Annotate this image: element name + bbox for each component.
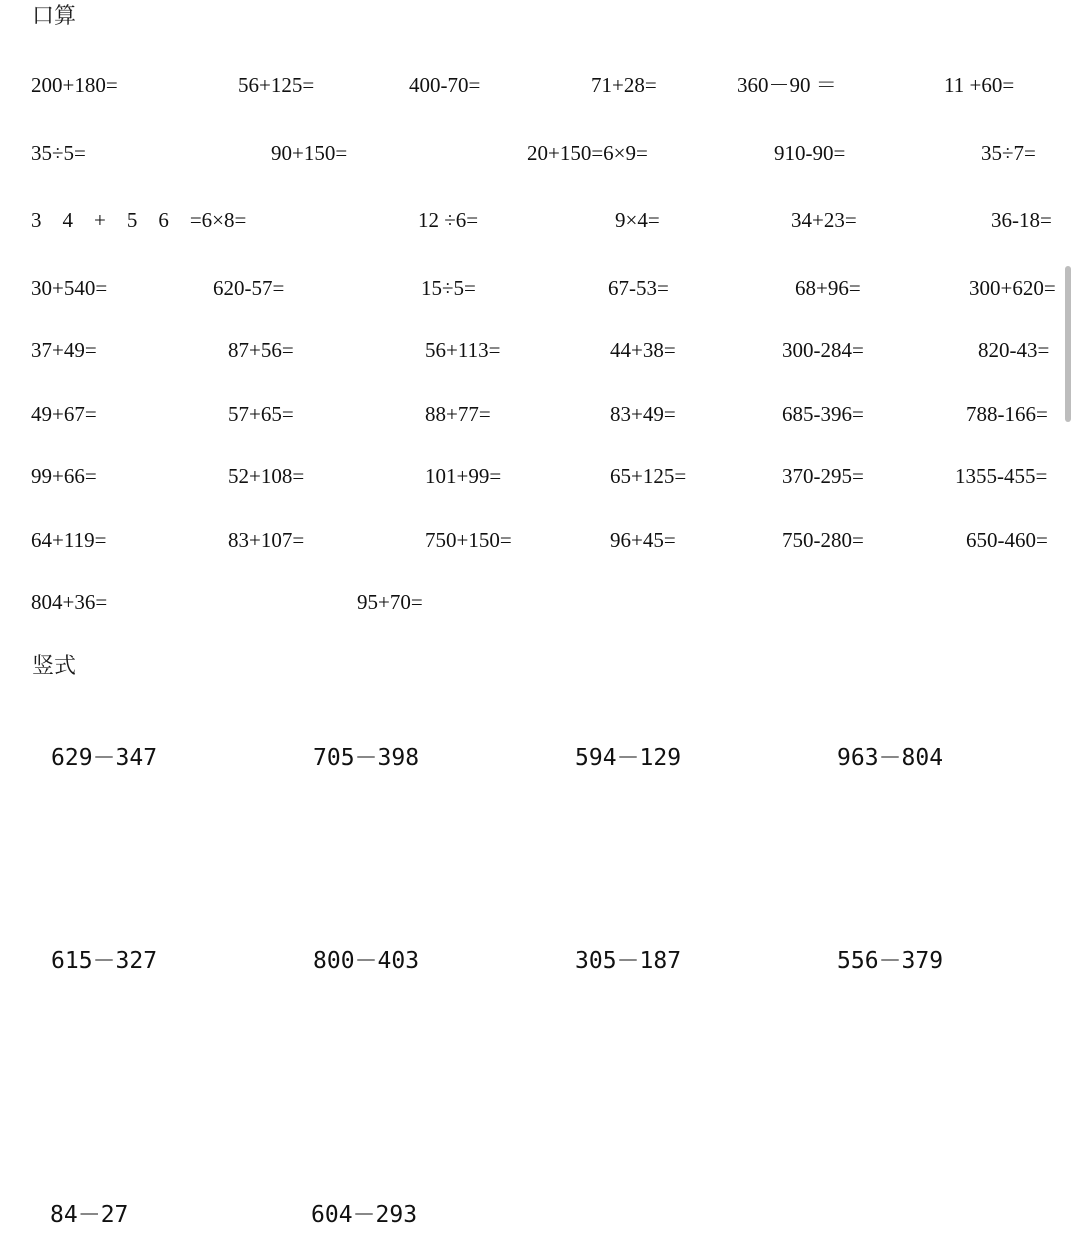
section-title-oral: 口算 [32, 4, 77, 29]
oral-problem: 95+70= [357, 590, 423, 614]
oral-problem: 88+77= [425, 402, 491, 426]
oral-problem: 34+23= [791, 208, 857, 232]
oral-problem: 750+150= [425, 528, 512, 552]
oral-problem: 20+150=6×9= [527, 141, 648, 165]
vertical-problem: 556－379 [837, 948, 944, 974]
oral-problem: 788-166= [966, 402, 1048, 426]
oral-problem: 200+180= [31, 73, 118, 97]
oral-problem: 35÷5= [31, 141, 86, 165]
vertical-problem: 594－129 [575, 745, 682, 771]
oral-problem: 83+107= [228, 528, 305, 552]
scrollbar-thumb[interactable] [1065, 266, 1071, 422]
oral-problem: 400-70= [409, 73, 481, 97]
oral-problem: 64+119= [31, 528, 107, 552]
oral-problem: 300+620= [969, 276, 1056, 300]
oral-problem: 650-460= [966, 528, 1048, 552]
oral-problem: 99+66= [31, 464, 97, 488]
vertical-problem: 615－327 [51, 948, 158, 974]
oral-problem: 83+49= [610, 402, 676, 426]
oral-problem: 56+125= [238, 73, 315, 97]
oral-problem: 52+108= [228, 464, 305, 488]
oral-problem: 11 +60= [944, 73, 1015, 97]
oral-problem: 71+28= [591, 73, 657, 97]
oral-problem: 87+56= [228, 338, 294, 362]
oral-problem: 65+125= [610, 464, 687, 488]
oral-problem: 1355-455= [955, 464, 1048, 488]
oral-problem: 57+65= [228, 402, 294, 426]
oral-problem: 30+540= [31, 276, 108, 300]
vertical-problem: 629－347 [51, 745, 158, 771]
oral-problem: 101+99= [425, 464, 502, 488]
vertical-problem: 963－804 [837, 745, 944, 771]
vertical-problem: 800－403 [313, 948, 420, 974]
vertical-problem: 84－27 [50, 1202, 129, 1228]
oral-problem: 360－90 ＝ [737, 73, 837, 97]
vertical-problem: 305－187 [575, 948, 682, 974]
oral-problem: 36-18= [991, 208, 1052, 232]
oral-problem: 804+36= [31, 590, 108, 614]
oral-problem: 820-43= [978, 338, 1050, 362]
oral-problem: 56+113= [425, 338, 501, 362]
oral-problem: 35÷7= [981, 141, 1036, 165]
oral-problem: 9×4= [615, 208, 660, 232]
oral-problem: 370-295= [782, 464, 864, 488]
oral-problem: 49+67= [31, 402, 97, 426]
oral-problem: 12 ÷6= [418, 208, 479, 232]
oral-problem: 90+150= [271, 141, 348, 165]
vertical-problem: 705－398 [313, 745, 420, 771]
oral-problem: 67-53= [608, 276, 669, 300]
oral-problem: 96+45= [610, 528, 676, 552]
oral-problem: 3 4 + 5 6 =6×8= [31, 208, 247, 232]
vertical-problem: 604－293 [311, 1202, 418, 1228]
oral-problem: 15÷5= [421, 276, 476, 300]
oral-problem: 44+38= [610, 338, 676, 362]
oral-problem: 910-90= [774, 141, 846, 165]
section-title-vertical: 竖式 [32, 654, 77, 679]
oral-problem: 300-284= [782, 338, 864, 362]
oral-problem: 68+96= [795, 276, 861, 300]
oral-problem: 620-57= [213, 276, 285, 300]
oral-problem: 750-280= [782, 528, 864, 552]
oral-problem: 37+49= [31, 338, 97, 362]
oral-problem: 685-396= [782, 402, 864, 426]
